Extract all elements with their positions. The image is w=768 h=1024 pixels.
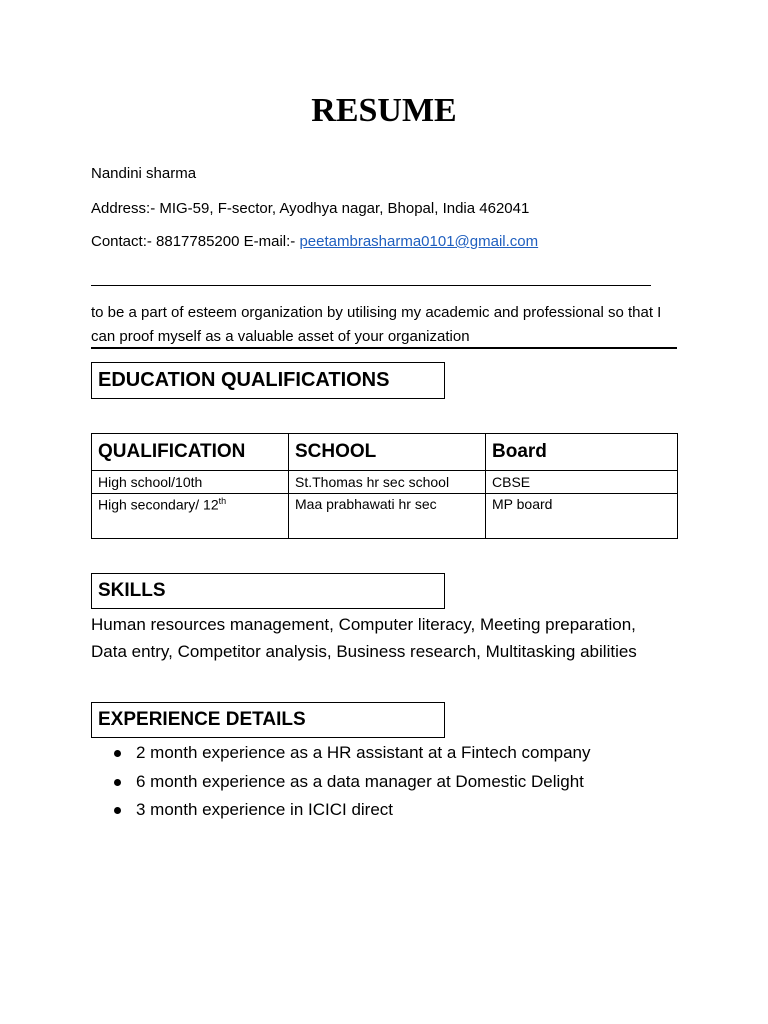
- email-link[interactable]: peetambrasharma0101@gmail.com: [299, 233, 539, 250]
- cell-qualification: High school/10th: [92, 471, 289, 494]
- bullet-icon: [114, 807, 121, 814]
- column-header-qualification: QUALIFICATION: [92, 434, 289, 471]
- experience-list: [91, 739, 591, 825]
- contact-line: [91, 233, 538, 250]
- experience-item-text: 6 month experience as a data manager at Domestic Delight: [136, 771, 584, 791]
- contact-prefix: Contact:- 8817785200 E-mail:-: [91, 233, 300, 250]
- divider-thick: [91, 347, 677, 349]
- divider-thin: [91, 285, 651, 286]
- list-item: [91, 796, 591, 825]
- bullet-icon: [114, 750, 121, 757]
- table-header-row: [92, 434, 678, 471]
- cell-board: MP board: [486, 494, 678, 539]
- address-line: Address:- MIG-59, F-sector, Ayodhya nagar, Bhopal, India 462041: [91, 200, 530, 217]
- cell-board: CBSE: [486, 471, 678, 494]
- page-title: RESUME: [311, 92, 457, 129]
- table-row: [92, 494, 678, 539]
- cell-school: St.Thomas hr sec school: [289, 471, 486, 494]
- candidate-name: Nandini sharma: [91, 165, 197, 182]
- experience-item-text: 2 month experience as a HR assistant at a Fintech company: [136, 743, 591, 762]
- skills-heading: SKILLS: [91, 573, 445, 609]
- bullet-icon: [114, 779, 121, 786]
- list-item: [91, 739, 591, 768]
- education-heading: EDUCATION QUALIFICATIONS: [91, 362, 445, 399]
- skills-text: Human resources management, Computer literacy, Meeting preparation, Data entry, Competitor analysis, Business research, Multitasking abilities: [91, 615, 637, 661]
- cell-qualification-sup: th: [218, 496, 227, 506]
- cell-qualification-text: High secondary/ 12: [98, 496, 219, 513]
- column-header-school: SCHOOL: [289, 434, 486, 471]
- career-objective: to be a part of esteem organization by utilising my academic and professional so that I can proof myself as a valuable asset of your organization: [91, 304, 662, 345]
- experience-item-text: 3 month experience in ICICI direct: [136, 800, 394, 819]
- cell-qualification: [92, 494, 289, 539]
- education-table: [91, 433, 678, 539]
- table-row: [92, 471, 678, 494]
- column-header-board: Board: [486, 434, 678, 471]
- cell-school: Maa prabhawati hr sec: [289, 494, 486, 539]
- experience-heading: EXPERIENCE DETAILS: [91, 702, 445, 738]
- list-item: [91, 768, 591, 797]
